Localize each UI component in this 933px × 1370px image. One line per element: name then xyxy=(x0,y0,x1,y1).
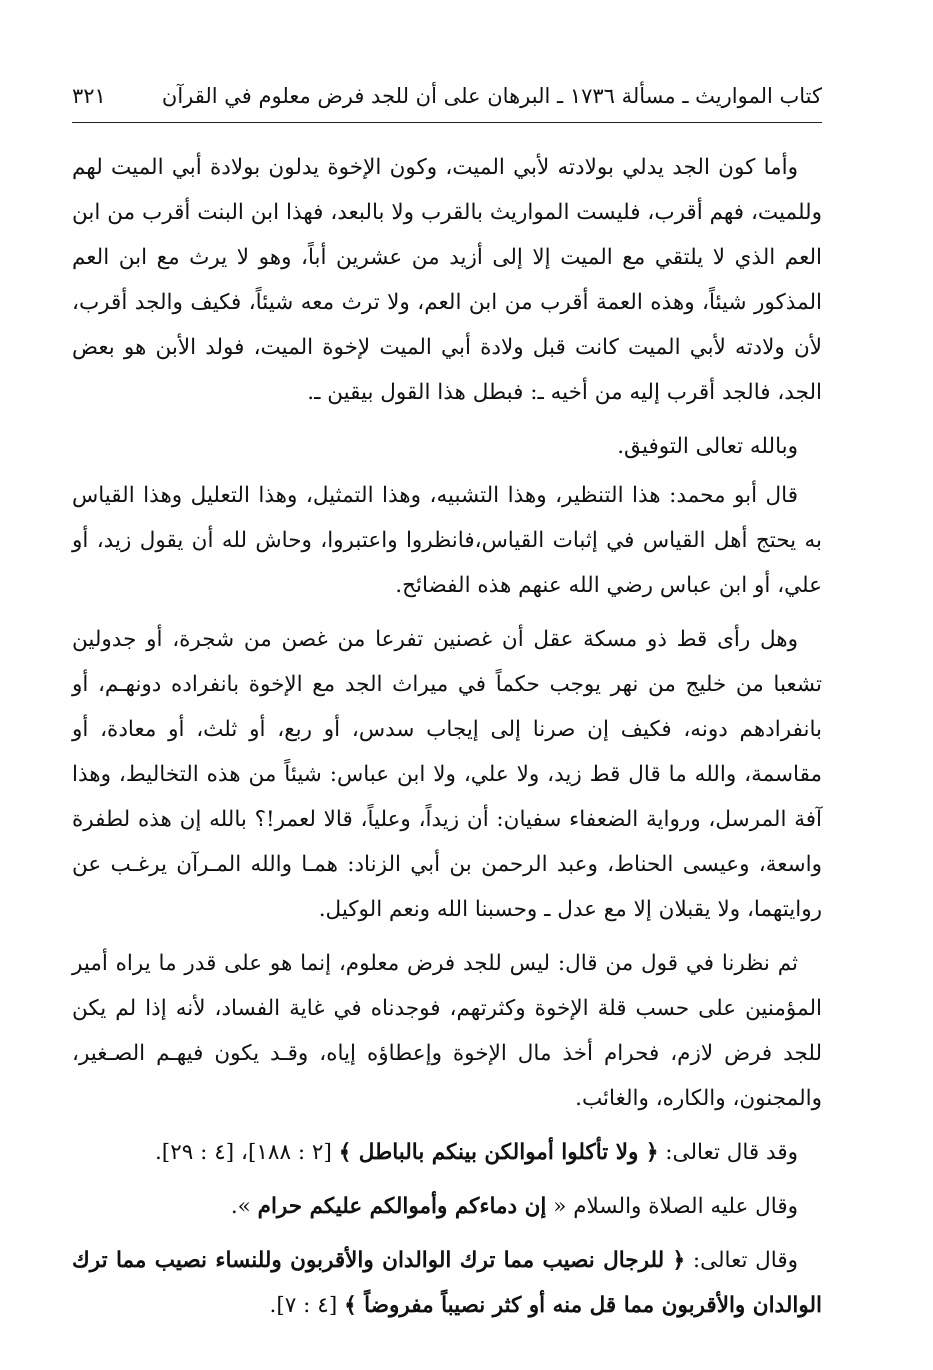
verse-text-2: ﴿ للرجال نصيب مما ترك الوالدان والأقربون وللنساء نصيب مما ترك الوالدان والأقربون مما قل منه أو كثر نصيباً مفروضاً ﴾ xyxy=(72,1248,822,1318)
verse-intro-1: وقد قال تعالى: xyxy=(658,1140,798,1165)
running-title: كتاب المواريث ـ مسألة ١٧٣٦ ـ البرهان على أن للجد فرض معلوم في القرآن xyxy=(161,84,822,108)
page-number: ٣٢١ xyxy=(72,84,106,108)
hadith-ref: ». xyxy=(230,1194,258,1219)
hadith-intro: وقال عليه الصلاة والسلام « xyxy=(546,1194,798,1219)
paragraph-abu-muhammad: قال أبو محمد: هذا التنظير، وهذا التشبيه، وهذا التمثيل، وهذا التعليل وهذا القياس به يحتج أهل القياس في إثبات القياس،فانظروا واعتبروا، وحاش لله أن يقول زيد، أو علي، أو ابن عباس رضي الله عنهم هذه الفضائح. xyxy=(72,483,822,598)
paragraph-branches-analogy: وهل رأى قط ذو مسكة عقل أن غصنين تفرعا من غصن من شجرة، أو جدولين تشعبا من خليج من نهر يوجب حكماً في ميراث الجد مع الإخوة بانفراده دونهـم، أو بانفرادهم دونه، فكيف إن صرنا إلى إيجاب سدس، أو ربع، أو ثلث، أو معادة، أو مقاسمة، والله ما قال قط زيد، ولا علي، ولا ابن عباس: شيئاً من هذه التخاليط، وهذا آفة المرسل، ورواية الضعفاء سفيان: أن زيداً، وعلياً، قالا لعمر!؟ بالله إن هذه لطفرة واسعة، وعيسى الحناط، وعبد الرحمن بن أبي الزناد: همـا والله المـرآن يرغـب عن روايتهما، ولا يقبلان إلا مع عدل ـ وحسبنا الله ونعم الوكيل. xyxy=(72,627,822,922)
hadith-text: إن دماءكم وأموالكم عليكم حرام xyxy=(257,1194,547,1219)
verse-text-1: ﴿ ولا تأكلوا أموالكن بينكم بالباطل ﴾ xyxy=(338,1140,659,1165)
verse-paragraph-2 xyxy=(72,1238,822,1328)
book-page xyxy=(72,78,822,1338)
paragraph-no-fixed-share: ثم نظرنا في قول من قال: ليس للجد فرض معلوم، إنما هو على قدر ما يراه أمير المؤمنين على حسب قلة الإخوة وكثرتهم، فوجدناه في غاية الفساد، لأنه إذا لم يكن للجد فرض لازم، فحرام أخذ مال الإخوة وإعطاؤه إياه، وقـد يكون فيهـم الصـغير، والمجنون، والكاره، والغائب. xyxy=(72,951,822,1111)
verse-paragraph-1 xyxy=(72,1130,822,1175)
verse-ref-1: [٢ : ١٨٨]، [٤ : ٢٩]. xyxy=(154,1140,339,1165)
paragraph-grandfather-proximity: وأما كون الجد يدلي بولادته لأبي الميت، وكون الإخوة يدلون بولادة أبي الميت لهم وللميت، فهم أقرب، فليست المواريث بالقرب ولا بالبعد، فهذا ابن البنت أقرب من ابن العم الذي لا يلتقي مع الميت إلا إلى أزيد من عشرين أباً، وهو لا يرث مع ابن العم المذكور شيئاً، وهذه العمة أقرب من ابن العم، ولا ترث معه شيئاً، فكيف والجد أقرب، لأن ولادته لأبي الميت كانت قبل ولادة أبي الميت لإخوة الميت، فولد الأبن هو بعض الجد، فالجد أقرب إليه من أخيه ـ: فبطل هذا القول بيقين ـ. xyxy=(72,155,822,405)
paragraph-tawfiq: وبالله تعالى التوفيق. xyxy=(617,434,798,459)
verse-intro-2: وقال تعالى: xyxy=(685,1248,799,1273)
verse-ref-2: [٤ : ٧]. xyxy=(269,1293,345,1318)
page-header xyxy=(72,78,822,123)
hadith-paragraph xyxy=(72,1184,822,1229)
